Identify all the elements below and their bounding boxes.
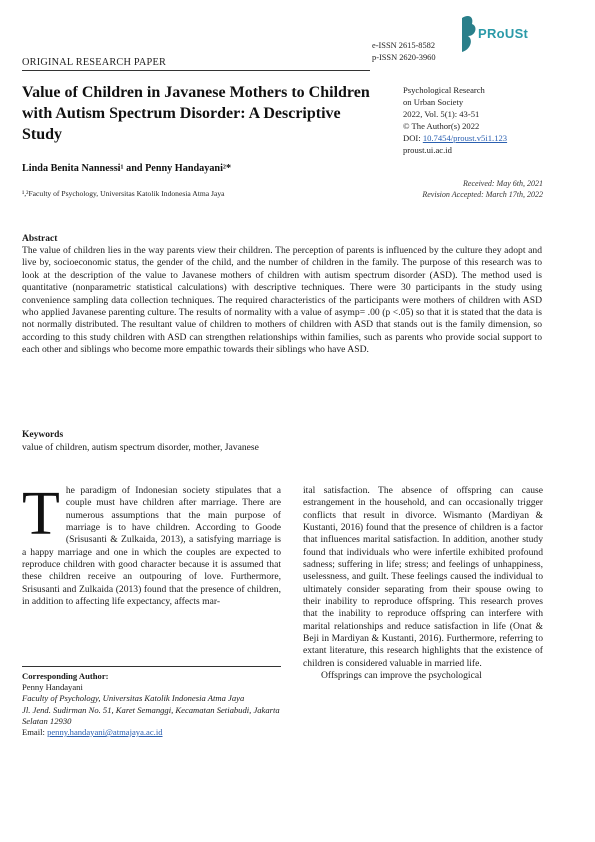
journal-line-3: 2022, Vol. 5(1): 43-51 bbox=[403, 109, 480, 119]
issn-block bbox=[372, 40, 436, 64]
corr-address: Jl. Jend. Sudirman No. 51, Karet Semanggi, Kecamatan Setiabudi, Jakarta Selatan 12930 bbox=[22, 704, 280, 726]
journal-line-4: © The Author(s) 2022 bbox=[403, 121, 480, 131]
doi-label: DOI: bbox=[403, 133, 423, 143]
paper-title: Value of Children in Javanese Mothers to Children with Autism Spectrum Disorder: A Descriptive Study bbox=[22, 84, 370, 143]
dates bbox=[380, 178, 543, 200]
logo-text: PRoUSt bbox=[478, 26, 529, 41]
section-label: ORIGINAL RESEARCH PAPER bbox=[22, 57, 167, 68]
corr-name: Penny Handayani bbox=[22, 682, 83, 693]
received-date: Received: May 6th, 2021 bbox=[463, 179, 543, 188]
body-column-2 bbox=[303, 485, 543, 683]
header-rule bbox=[22, 70, 370, 71]
journal-site: proust.ui.ac.id bbox=[403, 145, 452, 155]
authors: Linda Benita Nannessi¹ and Penny Handayani²* bbox=[22, 163, 232, 174]
keywords-heading: Keywords bbox=[22, 430, 64, 440]
corr-dept: Faculty of Psychology, Universitas Katolik Indonesia Atma Jaya bbox=[22, 693, 245, 704]
doi-row bbox=[403, 132, 583, 144]
email-link[interactable]: penny.handayani@atmajaya.ac.id bbox=[47, 727, 163, 738]
drop-cap: T bbox=[22, 480, 60, 548]
body-col2-next: Offsprings can improve the psychological bbox=[321, 670, 482, 682]
accepted-date: Revision Accepted: March 17th, 2022 bbox=[422, 190, 543, 199]
corr-email-row bbox=[22, 727, 281, 738]
abstract-heading: Abstract bbox=[22, 234, 58, 244]
email-label: Email: bbox=[22, 727, 48, 738]
logo-mark-icon bbox=[462, 16, 475, 52]
journal-line-1: Psychological Research bbox=[403, 85, 485, 95]
doi-link[interactable]: 10.7454/proust.v5i1.123 bbox=[422, 133, 508, 143]
eissn: e-ISSN 2615-8582 bbox=[372, 41, 436, 50]
body-column-1 bbox=[22, 480, 281, 608]
body-col2-text: ital satisfaction. The absence of offspring can cause estrangement in the household, and can occasionally trigger conflicts that result in divorce. Wismanto (Mardiyan & Kustanti, 2016) found that the presence of children is a factor that influences marital satisfaction. In addition, another study found that individuals who were infertile exhibited profound sadness; suffering in life; stress; and feelings of unhappiness, uselessness, and guilt. These feelings caused the individual to ultimately consider separating from their spouse owing to their inability to reproduce offspring. This research proves that the inability to reproduce offspring can interfere with marital relationships and reduce satisfaction in life (Onat & Beji in Mardiyan & Kustanti, 2016). Furthermore, referring to extant literature, this research highlights that the existence of children is considered valuable in married life. bbox=[303, 485, 543, 669]
corr-heading: Corresponding Author: bbox=[22, 671, 109, 681]
journal-line-2: on Urban Society bbox=[403, 97, 464, 107]
corresponding-author bbox=[22, 666, 281, 738]
keywords-text: value of children, autism spectrum disorder, mother, Javanese bbox=[22, 442, 259, 453]
affiliation: ¹,²Faculty of Psychology, Universitas Katolik Indonesia Atma Jaya bbox=[22, 189, 225, 198]
pissn: p-ISSN 2620-3960 bbox=[372, 53, 436, 62]
abstract-text: The value of children lies in the way parents view their children. The perception of parents is influenced by the culture they adopt and live by, socioeconomic status, the gender of the child, and the number of children in the family. The purpose of this research was to look at the description of the value to Javanese mothers of children with autism spectrum disorder (ASD). The method used is quantitative (nonparametric statistical calculations) with descriptive techniques. There were 30 participants in the study using convenience sampling data collection techniques. The required characteristics of the participants were mothers of children with ASD who applied Javanese parenting culture. The results of normality with a value of asymp= .00 (p <.05) so that it is stated that the data is not normally distributed. The resultant value of children to mothers of children with ASD that stands out is the family dimension, so according to this study children with ASD can strengthen relationships within families, such as parents who provide social support to each other and siblings who become more empathic towards their siblings who have ASD. bbox=[22, 245, 542, 356]
body-col1-text: he paradigm of Indonesian society stipulates that a couple must have children after marriage. There are numerous assumptions that the main purpose of marriage is to have children. According to Goode (Srisusanti & Zulkaida, 2013), a satisfying marriage is a happy marriage and one in which the couples are expected to reproduce children with good character because it is assumed that these children receive an outpouring of love. Furthermore, Srisusanti and Zulkaida (2013) found that the presence of children, in addition to affecting life expectancy, affects mar- bbox=[22, 485, 281, 608]
journal-info bbox=[403, 84, 583, 156]
